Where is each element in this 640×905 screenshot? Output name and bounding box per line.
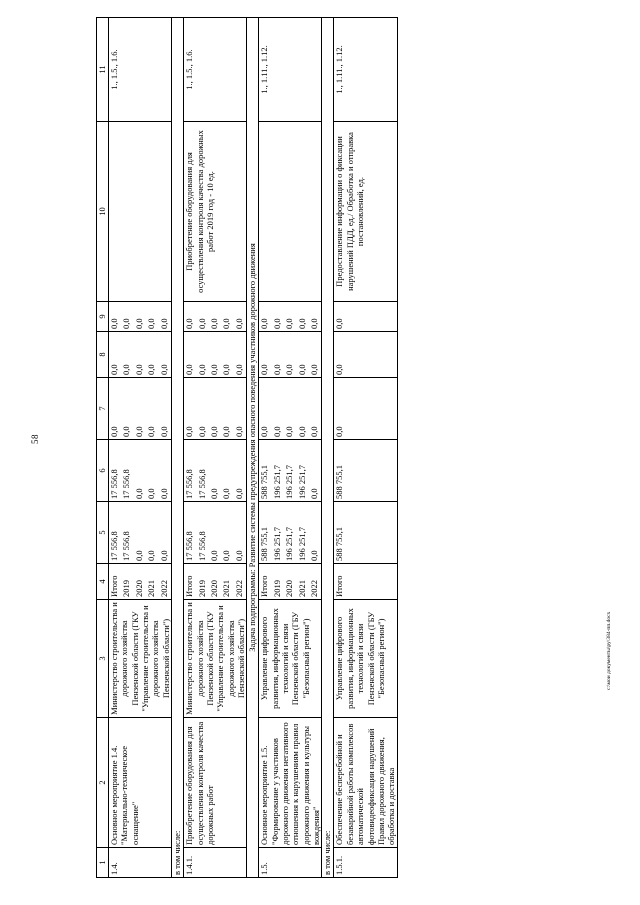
rotated-page-content xyxy=(96,18,616,878)
value-c8: 0,0 xyxy=(221,332,233,378)
value-c7: 0,0 xyxy=(146,378,158,440)
task-row xyxy=(247,18,259,878)
program-activities-table xyxy=(96,17,398,878)
table-row xyxy=(334,18,397,878)
value-c7: 0,0 xyxy=(197,378,209,440)
row-number: 1.4. xyxy=(109,848,172,878)
value-c9: 0,0 xyxy=(334,302,397,332)
value-c6: 17 556,8 xyxy=(197,440,209,502)
subheader-row xyxy=(172,18,184,878)
value-c9: 0,0 xyxy=(184,302,197,332)
value-c7: 0,0 xyxy=(221,378,233,440)
value-c8: 0,0 xyxy=(209,332,221,378)
value-c9: 0,0 xyxy=(121,302,133,332)
value-c9: 0,0 xyxy=(134,302,146,332)
year-cell: 2020 xyxy=(209,564,221,600)
value-c9: 0,0 xyxy=(297,302,309,332)
activity-name: Обеспечение бесперебойной и безаварийной работы комплексов автоматической фотовидеофиксации нарушений Правил дорожного движения, обработка и доставка xyxy=(334,718,397,848)
value-c9: 0,0 xyxy=(146,302,158,332)
value-c9: 0,0 xyxy=(197,302,209,332)
year-cell: Итого xyxy=(334,564,397,600)
row-number: 1.4.1. xyxy=(184,848,247,878)
value-c5: 0,0 xyxy=(134,502,146,564)
year-cell: 2019 xyxy=(272,564,284,600)
value-c6: 17 556,8 xyxy=(109,440,122,502)
expected-result: Приобретение оборудования для осуществления контроля качества дорожных работ 2019 год - 10 ед. xyxy=(184,122,247,302)
value-c9: 0,0 xyxy=(272,302,284,332)
value-c8: 0,0 xyxy=(109,332,122,378)
column-number-10: 10 xyxy=(97,122,109,302)
value-c7: 0,0 xyxy=(184,378,197,440)
value-c5: 0,0 xyxy=(209,502,221,564)
activity-name: Основное мероприятие 1.4. "Материально-техническое оснащение" xyxy=(109,718,172,848)
executor: Министерство строительства и дорожного хозяйства Пензенской области (ГКУ "Управление строительства и дорожного хозяйства Пензенской области") xyxy=(184,600,247,718)
value-c6: 17 556,8 xyxy=(184,440,197,502)
value-c7: 0,0 xyxy=(309,378,322,440)
year-cell: 2019 xyxy=(197,564,209,600)
value-c5: 17 556,8 xyxy=(109,502,122,564)
value-c6: 0,0 xyxy=(209,440,221,502)
table-body xyxy=(97,18,398,878)
value-c5: 0,0 xyxy=(146,502,158,564)
value-c5: 0,0 xyxy=(309,502,322,564)
value-c6: 588 755,1 xyxy=(334,440,397,502)
value-c6: 0,0 xyxy=(146,440,158,502)
year-cell: 2019 xyxy=(121,564,133,600)
column-number-5: 5 xyxy=(97,502,109,564)
value-c5: 0,0 xyxy=(159,502,172,564)
year-cell: 2021 xyxy=(146,564,158,600)
table-row xyxy=(184,18,197,878)
page-number: 58 xyxy=(30,434,40,444)
year-cell: Итого xyxy=(109,564,122,600)
value-c5: 17 556,8 xyxy=(197,502,209,564)
indicator-numbers: 1., 1.11., 1.12. xyxy=(259,18,322,122)
table-row xyxy=(109,18,122,878)
value-c9: 0,0 xyxy=(159,302,172,332)
value-c5: 196 251,7 xyxy=(284,502,296,564)
value-c8: 0,0 xyxy=(309,332,322,378)
indicator-numbers: 1., 1.11., 1.12. xyxy=(334,18,397,122)
value-c7: 0,0 xyxy=(134,378,146,440)
value-c9: 0,0 xyxy=(209,302,221,332)
column-number-7: 7 xyxy=(97,378,109,440)
value-c5: 588 755,1 xyxy=(259,502,272,564)
column-number-2: 2 xyxy=(97,718,109,848)
value-c8: 0,0 xyxy=(121,332,133,378)
value-c6: 17 556,8 xyxy=(121,440,133,502)
value-c8: 0,0 xyxy=(146,332,158,378)
value-c5: 588 755,1 xyxy=(334,502,397,564)
value-c7: 0,0 xyxy=(334,378,397,440)
value-c6: 196 251,7 xyxy=(297,440,309,502)
value-c6: 0,0 xyxy=(221,440,233,502)
column-number-6: 6 xyxy=(97,440,109,502)
value-c8: 0,0 xyxy=(184,332,197,378)
value-c8: 0,0 xyxy=(272,332,284,378)
value-c7: 0,0 xyxy=(234,378,247,440)
task-heading: Задача подпрограммы: Развитие системы предупреждения опасного поведения участников дорожного движения xyxy=(247,18,259,878)
row-number: 1.5. xyxy=(259,848,322,878)
year-cell: 2022 xyxy=(309,564,322,600)
row-number: 1.5.1. xyxy=(334,848,397,878)
year-cell: 2022 xyxy=(159,564,172,600)
value-c5: 196 251,7 xyxy=(272,502,284,564)
value-c5: 0,0 xyxy=(234,502,247,564)
activity-name: Приобретение оборудования для осуществления контроля качества дорожных работ xyxy=(184,718,247,848)
value-c9: 0,0 xyxy=(284,302,296,332)
year-cell: 2021 xyxy=(221,564,233,600)
value-c5: 0,0 xyxy=(221,502,233,564)
value-c5: 17 556,8 xyxy=(121,502,133,564)
expected-result xyxy=(109,122,172,302)
year-cell: Итого xyxy=(259,564,272,600)
year-cell: 2020 xyxy=(134,564,146,600)
value-c9: 0,0 xyxy=(259,302,272,332)
value-c8: 0,0 xyxy=(259,332,272,378)
value-c8: 0,0 xyxy=(297,332,309,378)
column-number-11: 11 xyxy=(97,18,109,122)
value-c7: 0,0 xyxy=(284,378,296,440)
year-cell: 2020 xyxy=(284,564,296,600)
value-c8: 0,0 xyxy=(197,332,209,378)
value-c8: 0,0 xyxy=(234,332,247,378)
value-c6: 0,0 xyxy=(134,440,146,502)
column-number-4: 4 xyxy=(97,564,109,600)
value-c9: 0,0 xyxy=(221,302,233,332)
value-c6: 196 251,7 xyxy=(272,440,284,502)
subheader-text: в том числе: xyxy=(322,18,334,878)
value-c8: 0,0 xyxy=(284,332,296,378)
value-c7: 0,0 xyxy=(121,378,133,440)
value-c6: 588 755,1 xyxy=(259,440,272,502)
executor: Управление цифрового развития, информационных технологий и связи Пензенской области (ГБУ "Безопасный регион") xyxy=(259,600,322,718)
value-c5: 196 251,7 xyxy=(297,502,309,564)
executor: Управление цифрового развития, информационных технологий и связи Пензенской области (ГБУ "Безопасный регион") xyxy=(334,600,397,718)
expected-result xyxy=(259,122,322,302)
value-c7: 0,0 xyxy=(259,378,272,440)
expected-result: Предоставление информации о фиксации нарушений ПДД, ед./ Обработка и отправка постановлений, ед. xyxy=(334,122,397,302)
value-c7: 0,0 xyxy=(272,378,284,440)
value-c9: 0,0 xyxy=(109,302,122,332)
indicator-numbers: 1., 1.5., 1.6. xyxy=(109,18,172,122)
year-cell: Итого xyxy=(184,564,197,600)
value-c7: 0,0 xyxy=(209,378,221,440)
year-cell: 2021 xyxy=(297,564,309,600)
value-c6: 0,0 xyxy=(159,440,172,502)
value-c6: 0,0 xyxy=(309,440,322,502)
indicator-numbers: 1., 1.5., 1.6. xyxy=(184,18,247,122)
value-c7: 0,0 xyxy=(109,378,122,440)
executor: Министерство строительства и дорожного хозяйства Пензенской области (ГКУ "Управление строительства и дорожного хозяйства Пензенской области") xyxy=(109,600,172,718)
value-c9: 0,0 xyxy=(234,302,247,332)
value-c8: 0,0 xyxy=(334,332,397,378)
value-c9: 0,0 xyxy=(309,302,322,332)
column-number-3: 3 xyxy=(97,600,109,718)
column-number-8: 8 xyxy=(97,332,109,378)
year-cell: 2022 xyxy=(234,564,247,600)
column-number-1: 1 xyxy=(97,848,109,878)
subheader-text: в том числе: xyxy=(172,18,184,878)
footer-file-path: c:\мои документы\ру\384-пп.docx xyxy=(606,611,612,690)
value-c6: 0,0 xyxy=(234,440,247,502)
value-c5: 17 556,8 xyxy=(184,502,197,564)
subheader-row xyxy=(322,18,334,878)
column-number-header-row xyxy=(97,18,109,878)
value-c8: 0,0 xyxy=(159,332,172,378)
column-number-9: 9 xyxy=(97,302,109,332)
activity-name: Основное мероприятие 1.5. "Формирование у участников дорожного движения негативного отношения к нарушениям правил дорожного движения и культуры вождения" xyxy=(259,718,322,848)
value-c7: 0,0 xyxy=(297,378,309,440)
value-c8: 0,0 xyxy=(134,332,146,378)
value-c6: 196 251,7 xyxy=(284,440,296,502)
table-row xyxy=(259,18,272,878)
value-c7: 0,0 xyxy=(159,378,172,440)
